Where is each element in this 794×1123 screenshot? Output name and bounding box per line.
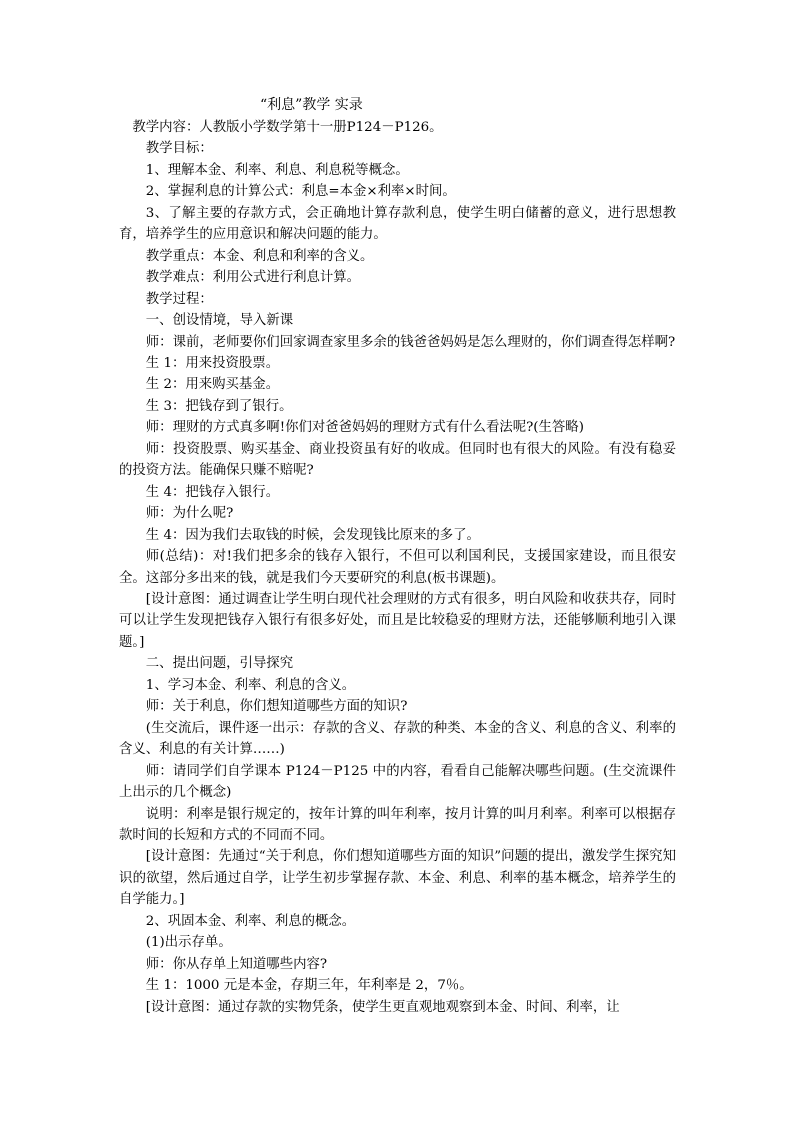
paragraph: 生 1：1000 元是本金，存期三年，年利率是 2，7％。 <box>145 978 473 994</box>
document-title: “利息”教学 实录 <box>260 97 363 113</box>
paragraph: 师(总结)：对!我们把多余的钱存入银行，不但可以利国利民，支援国家建设，而且很安全。这部分多出来的钱，就是我们今天要研究的利息(板书课题)。 <box>119 549 676 586</box>
paragraph: 生 4：把钱存入银行。 <box>145 484 280 500</box>
paragraph: 3、了解主要的存款方式，会正确地计算存款利息，使学生明白储蓄的意义，进行思想教育，培养学生的应用意识和解决问题的能力。 <box>119 205 676 243</box>
paragraph: 生 3：把钱存到了银行。 <box>145 398 293 414</box>
paragraph: 教学目标： <box>145 141 213 157</box>
paragraph: 说明：利率是银行规定的，按年计算的叫年利率，按月计算的叫月利率。利率可以根据存款时间的长短和方式的不同而不同。 <box>119 806 676 843</box>
paragraph: 师：投资股票、购买基金、商业投资虽有好的收成。但同时也有很大的风险。有没有稳妥的投资方法。能确保只赚不赔呢? <box>119 441 676 479</box>
paragraph: 1、理解本金、利率、利息、利息税等概念。 <box>145 162 409 178</box>
paragraph: [设计意图：通过存款的实物凭条，使学生更直观地观察到本金、时间、利率，让 <box>145 999 620 1015</box>
paragraph: 师：课前，老师要你们回家调查家里多余的钱爸爸妈妈是怎么理财的，你们调查得怎样啊? <box>145 334 676 350</box>
paragraph: [设计意图：通过调查让学生明白现代社会理财的方式有很多，明白风险和收获共存，同时可以让学生发现把钱存入银行有很多好处，而且是比较稳妥的理财方法，还能够顺利地引入课题。] <box>119 591 676 650</box>
paragraph: 师：关于利息，你们想知道哪些方面的知识? <box>145 699 408 715</box>
paragraph: 2、巩固本金、利率、利息的概念。 <box>145 913 356 929</box>
paragraph: (1)出示存单。 <box>145 935 232 951</box>
paragraph: (生交流后，课件逐一出示：存款的含义、存款的种类、本金的含义、利息的含义、利率的含义、利息的有关计算……) <box>119 720 676 758</box>
paragraph: 教学重点：本金、利息和利率的含义。 <box>145 248 374 264</box>
paragraph: 师：你从存单上知道哪些内容? <box>145 956 328 972</box>
paragraph: 生 1：用来投资股票。 <box>145 355 280 371</box>
paragraph: 师：理财的方式真多啊!你们对爸爸妈妈的理财方式有什么看法呢?(生答略) <box>145 420 584 436</box>
paragraph: 师：为什么呢? <box>145 506 234 522</box>
paragraph: 师：请同学们自学课本 P124－P125 中的内容，看看自己能解决哪些问题。(生交流课件上出示的几个概念) <box>119 763 676 801</box>
paragraph: 二、提出问题，引导探究 <box>145 656 294 672</box>
paragraph: [设计意图：先通过“关于利息，你们想知道哪些方面的知识”问题的提出，激发学生探究知识的欲望，然后通过自学，让学生初步掌握存款、本金、利息、利率的基本概念，培养学生的自学能力。] <box>119 849 676 908</box>
paragraph: 生 4：因为我们去取钱的时候，会发现钱比原来的多了。 <box>145 527 480 543</box>
paragraph: 教学难点：利用公式进行利息计算。 <box>145 270 361 286</box>
paragraph: 教学内容：人教版小学数学第十一册P124－P126。 <box>132 120 443 135</box>
paragraph: 生 2：用来购买基金。 <box>145 377 280 393</box>
paragraph: 一、创设情境，导入新课 <box>145 313 294 329</box>
document-body <box>119 117 676 1018</box>
paragraph: 1、学习本金、利率、利息的含义。 <box>145 677 356 693</box>
paragraph: 教学过程： <box>145 291 213 307</box>
paragraph: 2、掌握利息的计算公式：利息=本金×利率×时间。 <box>145 184 456 200</box>
